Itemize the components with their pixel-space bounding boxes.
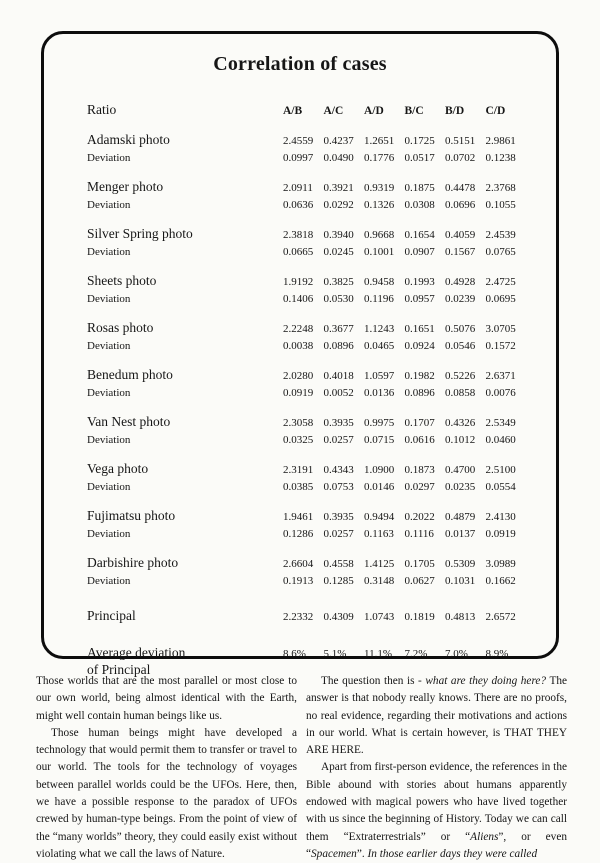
average-deviation-value: 5.1% xyxy=(323,648,347,660)
ratio-value: 2.6371 xyxy=(485,370,516,382)
deviation-value: 0.1001 xyxy=(364,246,395,258)
deviation-row xyxy=(87,573,529,590)
ratio-value: 1.4125 xyxy=(364,558,395,570)
deviation-values xyxy=(283,432,529,449)
average-deviation-label-line2: of Principal xyxy=(87,662,151,677)
deviation-value: 0.1055 xyxy=(485,199,516,211)
ratio-value: 2.3818 xyxy=(283,229,314,241)
principal-value: 0.4813 xyxy=(445,611,476,623)
photo-label: Adamski photo xyxy=(87,132,170,147)
ratio-value: 1.9192 xyxy=(283,276,314,288)
deviation-value: 0.0919 xyxy=(283,387,314,399)
ratio-value: 0.3921 xyxy=(323,182,354,194)
deviation-value: 0.1286 xyxy=(283,528,314,540)
deviation-value: 0.0616 xyxy=(404,434,435,446)
table-header-row xyxy=(87,101,529,120)
deviation-row xyxy=(87,479,529,496)
photo-row xyxy=(87,554,529,573)
ratio-value: 0.3935 xyxy=(323,511,354,523)
deviation-value: 0.0385 xyxy=(283,481,314,493)
deviation-value: 0.0137 xyxy=(445,528,476,540)
ratio-header-cells xyxy=(283,103,529,120)
paragraph xyxy=(36,673,297,725)
table-row-group xyxy=(87,366,529,402)
ratio-value: 0.9668 xyxy=(364,229,395,241)
right-text-column xyxy=(306,673,567,863)
deviation-row xyxy=(87,197,529,214)
principal-label: Principal xyxy=(87,608,136,623)
ratio-value: 0.1982 xyxy=(404,370,435,382)
photo-values xyxy=(283,462,529,479)
ratio-value: 1.0597 xyxy=(364,370,395,382)
deviation-value: 0.0292 xyxy=(323,199,354,211)
deviation-row xyxy=(87,385,529,402)
text-segment: The question then is - xyxy=(321,675,426,687)
deviation-value: 0.1163 xyxy=(364,528,394,540)
deviation-value: 0.0136 xyxy=(364,387,395,399)
ratio-value: 0.1654 xyxy=(404,229,435,241)
deviation-label: Deviation xyxy=(87,199,131,211)
deviation-row xyxy=(87,150,529,167)
ratio-value: 2.3191 xyxy=(283,464,314,476)
table-row-group xyxy=(87,131,529,167)
photo-row xyxy=(87,225,529,244)
deviation-values xyxy=(283,244,529,261)
photo-row xyxy=(87,366,529,385)
deviation-value: 0.0257 xyxy=(323,528,354,540)
average-deviation-value: 8.9% xyxy=(485,648,509,660)
deviation-value: 0.0245 xyxy=(323,246,354,258)
ratio-column-header: Ratio xyxy=(87,102,117,117)
ratio-value: 0.1725 xyxy=(404,135,435,147)
deviation-value: 0.3148 xyxy=(364,575,395,587)
deviation-value: 0.0530 xyxy=(323,293,354,305)
photo-values xyxy=(283,556,529,573)
deviation-value: 0.1406 xyxy=(283,293,314,305)
deviation-label: Deviation xyxy=(87,152,131,164)
average-deviation-value: 7.0% xyxy=(445,648,468,660)
table-groups xyxy=(87,131,529,590)
deviation-value: 0.1196 xyxy=(364,293,394,305)
deviation-value: 0.0554 xyxy=(485,481,516,493)
average-deviation-label-line1: Average deviation xyxy=(87,645,186,660)
ratio-value: 3.0705 xyxy=(485,323,516,335)
text-segment: Those worlds that are the most parallel or most close to our own world, being almost identical with the Earth, might well contain human beings like us. xyxy=(36,675,297,722)
principal-value: 0.1819 xyxy=(404,611,435,623)
deviation-value: 0.0257 xyxy=(323,434,354,446)
deviation-value: 0.1567 xyxy=(445,246,476,258)
deviation-value: 0.0627 xyxy=(404,575,435,587)
deviation-label: Deviation xyxy=(87,340,131,352)
paragraph xyxy=(306,673,567,759)
table-row-group xyxy=(87,319,529,355)
deviation-value: 0.0702 xyxy=(445,152,476,164)
photo-label: Darbishire photo xyxy=(87,555,179,570)
deviation-label: Deviation xyxy=(87,293,131,305)
ratio-value: 0.9319 xyxy=(364,182,395,194)
ratio-value: 0.3677 xyxy=(323,323,354,335)
deviation-value: 0.1913 xyxy=(283,575,314,587)
column-header: B/D xyxy=(445,105,465,117)
deviation-value: 0.0765 xyxy=(485,246,516,258)
average-deviation-value: 8.6% xyxy=(283,648,306,660)
ratio-value: 0.4558 xyxy=(323,558,354,570)
deviation-value: 0.0308 xyxy=(404,199,435,211)
ratio-value: 0.1873 xyxy=(404,464,435,476)
ratio-value: 0.4879 xyxy=(445,511,476,523)
deviation-values xyxy=(283,573,529,590)
deviation-value: 0.0957 xyxy=(404,293,435,305)
table-row-group xyxy=(87,413,529,449)
deviation-value: 0.0858 xyxy=(445,387,476,399)
ratio-value: 0.4059 xyxy=(445,229,476,241)
deviation-value: 0.0038 xyxy=(283,340,314,352)
text-segment: ”. xyxy=(356,847,368,860)
deviation-value: 0.0239 xyxy=(445,293,476,305)
deviation-label: Deviation xyxy=(87,575,131,587)
table-row-group xyxy=(87,554,529,590)
ratio-value: 0.1993 xyxy=(404,276,435,288)
deviation-value: 0.0076 xyxy=(485,387,516,399)
deviation-value: 0.1031 xyxy=(445,575,476,587)
ratio-value: 0.4478 xyxy=(445,182,476,194)
ratio-value: 2.9861 xyxy=(485,135,516,147)
column-header: B/C xyxy=(404,105,424,117)
photo-label: Vega photo xyxy=(87,461,149,476)
principal-values xyxy=(283,609,529,626)
ratio-value: 0.3825 xyxy=(323,276,354,288)
ratio-value: 1.2651 xyxy=(364,135,395,147)
photo-row xyxy=(87,131,529,150)
ratio-value: 2.4725 xyxy=(485,276,516,288)
italic-text-segment: In those earlier days they were called xyxy=(367,847,538,860)
ratio-value: 2.6604 xyxy=(283,558,314,570)
deviation-value: 0.0896 xyxy=(404,387,435,399)
ratio-value: 1.0900 xyxy=(364,464,395,476)
ratio-value: 2.2248 xyxy=(283,323,314,335)
deviation-label: Deviation xyxy=(87,387,131,399)
column-header: C/D xyxy=(485,105,506,117)
ratio-value: 0.4700 xyxy=(445,464,476,476)
ratio-value: 0.3940 xyxy=(323,229,354,241)
ratio-value: 0.4326 xyxy=(445,417,476,429)
ratio-value: 0.5309 xyxy=(445,558,476,570)
paragraph xyxy=(36,725,297,863)
deviation-value: 0.1285 xyxy=(323,575,354,587)
ratio-value: 0.4237 xyxy=(323,135,354,147)
italic-text-segment: what are they doing here? xyxy=(425,675,547,687)
deviation-value: 0.0546 xyxy=(445,340,476,352)
table-row-group xyxy=(87,272,529,308)
deviation-value: 0.0896 xyxy=(323,340,354,352)
ratio-value: 0.5076 xyxy=(445,323,476,335)
deviation-value: 0.1662 xyxy=(485,575,516,587)
photo-label: Benedum photo xyxy=(87,367,173,382)
deviation-value: 0.0665 xyxy=(283,246,314,258)
deviation-values xyxy=(283,338,529,355)
deviation-value: 0.0146 xyxy=(364,481,395,493)
text-segment: ”, or even “ xyxy=(306,830,567,860)
deviation-label: Deviation xyxy=(87,481,131,493)
left-text-column xyxy=(36,673,297,863)
ratio-value: 1.1243 xyxy=(364,323,395,335)
ratio-value: 1.9461 xyxy=(283,511,314,523)
deviation-value: 0.1116 xyxy=(404,528,434,540)
photo-label: Menger photo xyxy=(87,179,164,194)
deviation-value: 0.0997 xyxy=(283,152,314,164)
deviation-values xyxy=(283,291,529,308)
ratio-value: 2.5349 xyxy=(485,417,516,429)
ratio-value: 0.4018 xyxy=(323,370,354,382)
ratio-value: 0.4343 xyxy=(323,464,354,476)
ratio-value: 0.4928 xyxy=(445,276,476,288)
text-segment: The answer is that nobody really knows. There are no proofs, no real evidence, regarding their motivations and actions in our world. What is certain however, is THAT THEY ARE HERE. xyxy=(306,675,568,757)
column-header: A/B xyxy=(283,105,303,117)
average-deviation-values xyxy=(283,646,529,663)
deviation-value: 0.1572 xyxy=(485,340,516,352)
deviation-value: 0.0490 xyxy=(323,152,354,164)
italic-text-segment: Aliens xyxy=(470,830,499,843)
deviation-value: 0.0235 xyxy=(445,481,476,493)
photo-values xyxy=(283,415,529,432)
text-segment: Apart from first-person evidence, the references in the Bible abound with stories about humans apparently endowed with magical powers who have lived together with us since the beginning of History. Today we can call them “Extraterrestrials” or “ xyxy=(306,761,567,843)
ratio-value: 3.0989 xyxy=(485,558,516,570)
deviation-value: 0.0460 xyxy=(485,434,516,446)
deviation-value: 0.0696 xyxy=(445,199,476,211)
deviation-row xyxy=(87,526,529,543)
deviation-row xyxy=(87,432,529,449)
deviation-row xyxy=(87,244,529,261)
photo-row xyxy=(87,178,529,197)
correlation-table-box xyxy=(41,31,559,677)
principal-row xyxy=(87,607,529,626)
photo-values xyxy=(283,509,529,526)
deviation-values xyxy=(283,526,529,543)
deviation-values xyxy=(283,479,529,496)
photo-values xyxy=(283,274,529,291)
deviation-value: 0.0919 xyxy=(485,528,516,540)
photo-row xyxy=(87,319,529,338)
photo-row xyxy=(87,272,529,291)
table-row-group xyxy=(87,178,529,214)
deviation-value: 0.1012 xyxy=(445,434,476,446)
photo-label: Fujimatsu photo xyxy=(87,508,176,523)
column-header: A/D xyxy=(364,105,384,117)
table-row-group xyxy=(87,225,529,261)
photo-label: Sheets photo xyxy=(87,273,157,288)
deviation-value: 0.0465 xyxy=(364,340,395,352)
deviation-value: 0.0753 xyxy=(323,481,354,493)
deviation-values xyxy=(283,197,529,214)
ratio-value: 0.1651 xyxy=(404,323,435,335)
photo-row xyxy=(87,413,529,432)
paragraph xyxy=(306,759,567,863)
ratio-value: 0.9494 xyxy=(364,511,395,523)
deviation-label: Deviation xyxy=(87,246,131,258)
photo-values xyxy=(283,321,529,338)
ratio-value: 2.0911 xyxy=(283,182,313,194)
photo-label: Rosas photo xyxy=(87,320,154,335)
deviation-value: 0.1776 xyxy=(364,152,395,164)
photo-values xyxy=(283,227,529,244)
ratio-value: 0.5226 xyxy=(445,370,476,382)
photo-label: Silver Spring photo xyxy=(87,226,193,241)
deviation-row xyxy=(87,291,529,308)
ratio-value: 0.1705 xyxy=(404,558,435,570)
table-row-group xyxy=(87,507,529,543)
photo-values xyxy=(283,368,529,385)
deviation-values xyxy=(283,150,529,167)
table-row-group xyxy=(87,460,529,496)
photo-row xyxy=(87,460,529,479)
photo-values xyxy=(283,180,529,197)
ratio-value: 2.3058 xyxy=(283,417,314,429)
deviation-label: Deviation xyxy=(87,434,131,446)
column-header: A/C xyxy=(323,105,344,117)
ratio-value: 0.3935 xyxy=(323,417,354,429)
deviation-values xyxy=(283,385,529,402)
ratio-value: 0.2022 xyxy=(404,511,435,523)
deviation-value: 0.0715 xyxy=(364,434,395,446)
photo-row xyxy=(87,507,529,526)
ratio-value: 2.3768 xyxy=(485,182,516,194)
table-title: Correlation of cases xyxy=(213,53,387,75)
average-deviation-value: 7.2% xyxy=(404,648,428,660)
average-deviation-value: 11.1% xyxy=(364,648,393,660)
deviation-value: 0.0907 xyxy=(404,246,435,258)
deviation-value: 0.0924 xyxy=(404,340,435,352)
ratio-value: 0.1707 xyxy=(404,417,435,429)
ratio-value: 2.0280 xyxy=(283,370,314,382)
principal-value: 0.4309 xyxy=(323,611,354,623)
deviation-label: Deviation xyxy=(87,528,131,540)
deviation-value: 0.0517 xyxy=(404,152,435,164)
text-segment: Those human beings might have developed a technology that would permit them to transfer or travel to our world. The tools for the technology of voyages between parallel worlds could be the UFOs. Here, then, we have a possible response to the paradox of UFOs crewed by human-type beings. From the point of view of the “many worlds” theory, they could easily exist without violating what we call the laws of Nature. xyxy=(36,726,297,860)
deviation-value: 0.0636 xyxy=(283,199,314,211)
correlation-table xyxy=(87,101,529,678)
italic-text-segment: Spacemen xyxy=(311,847,357,860)
principal-value: 1.0743 xyxy=(364,611,395,623)
ratio-value: 0.9975 xyxy=(364,417,395,429)
ratio-value: 0.1875 xyxy=(404,182,435,194)
deviation-value: 0.0297 xyxy=(404,481,435,493)
deviation-value: 0.0695 xyxy=(485,293,516,305)
ratio-value: 2.4130 xyxy=(485,511,516,523)
body-text xyxy=(36,673,567,863)
photo-values xyxy=(283,133,529,150)
deviation-value: 0.0052 xyxy=(323,387,354,399)
ratio-value: 0.9458 xyxy=(364,276,395,288)
deviation-value: 0.1238 xyxy=(485,152,516,164)
deviation-row xyxy=(87,338,529,355)
photo-label: Van Nest photo xyxy=(87,414,171,429)
deviation-value: 0.0325 xyxy=(283,434,314,446)
ratio-value: 2.4539 xyxy=(485,229,516,241)
deviation-value: 0.1326 xyxy=(364,199,395,211)
principal-value: 2.6572 xyxy=(485,611,516,623)
ratio-value: 2.5100 xyxy=(485,464,516,476)
ratio-value: 2.4559 xyxy=(283,135,314,147)
ratio-value: 0.5151 xyxy=(445,135,476,147)
principal-value: 2.2332 xyxy=(283,611,314,623)
